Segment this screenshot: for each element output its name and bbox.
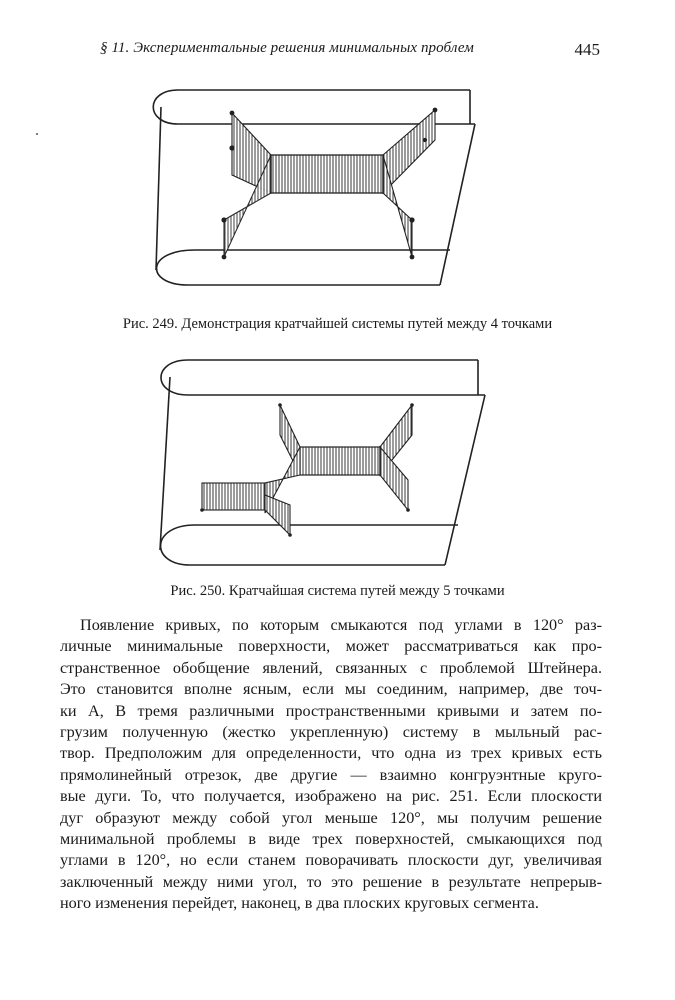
figure-249-caption: Рис. 249. Демонстрация кратчайшей системы путей между 4 точками [122,316,553,332]
body-line: Появление кривых, по которым смыкаются под углами в 120° раз- [80,616,602,634]
figure-250 [140,355,520,570]
film-2-left [202,483,265,510]
body-line: заключенный между ними угол, то это решение в результате непрерыв- [60,872,602,891]
body-line: ки A, B тремя различными пространственными кривыми и затем по- [60,701,602,720]
figure-249-drawing [140,80,520,290]
figure-250-drawing [140,355,520,570]
body-line: углами в 120°, но если станем поворачивать плоскости дуг, увеличивая [60,851,602,870]
body-line: минимальной проблемы в виде трех поверхностей, смыкающихся под [60,829,602,848]
running-header [100,40,600,64]
body-line: личные минимальные поверхности, может рассматриваться как про- [60,637,602,656]
body-line: вые дуги. То, что получается, изображено на рис. 251. Если плоскости [60,787,602,806]
page-number: 445 [574,40,600,59]
margin-speck [36,133,38,135]
figure-250-caption: Рис. 250. Кратчайшая система путей между 5 точками [170,583,505,599]
central-film-2 [300,447,380,475]
body-line: ного изменения перейдет, наконец, в два плоских круговых сегмента. [60,894,539,913]
running-header-title: § 11. Экспериментальные решения минимальных проблем [100,40,474,56]
body-line: грузим полученную (жестко укрепленную) систему в мыльный рас- [60,722,602,741]
body-line: Это становится вполне ясным, если мы соединим, например, две точ- [60,680,602,699]
body-line: прямолинейный отрезок, две другие — взаимно конгруэнтные круго- [60,765,602,784]
body-line: твор. Предположим для определенности, что одна из трех кривых есть [60,744,602,763]
figure-249 [140,80,520,290]
body-line: дуг образуют между собой угол меньше 120°, мы получим решение [60,808,602,827]
film-2-bottom-left [265,495,290,535]
central-film [271,155,383,193]
body-paragraph [60,615,602,914]
body-line: странственное обобщение явлений, связанных с проблемой Штейнера. [60,658,602,677]
